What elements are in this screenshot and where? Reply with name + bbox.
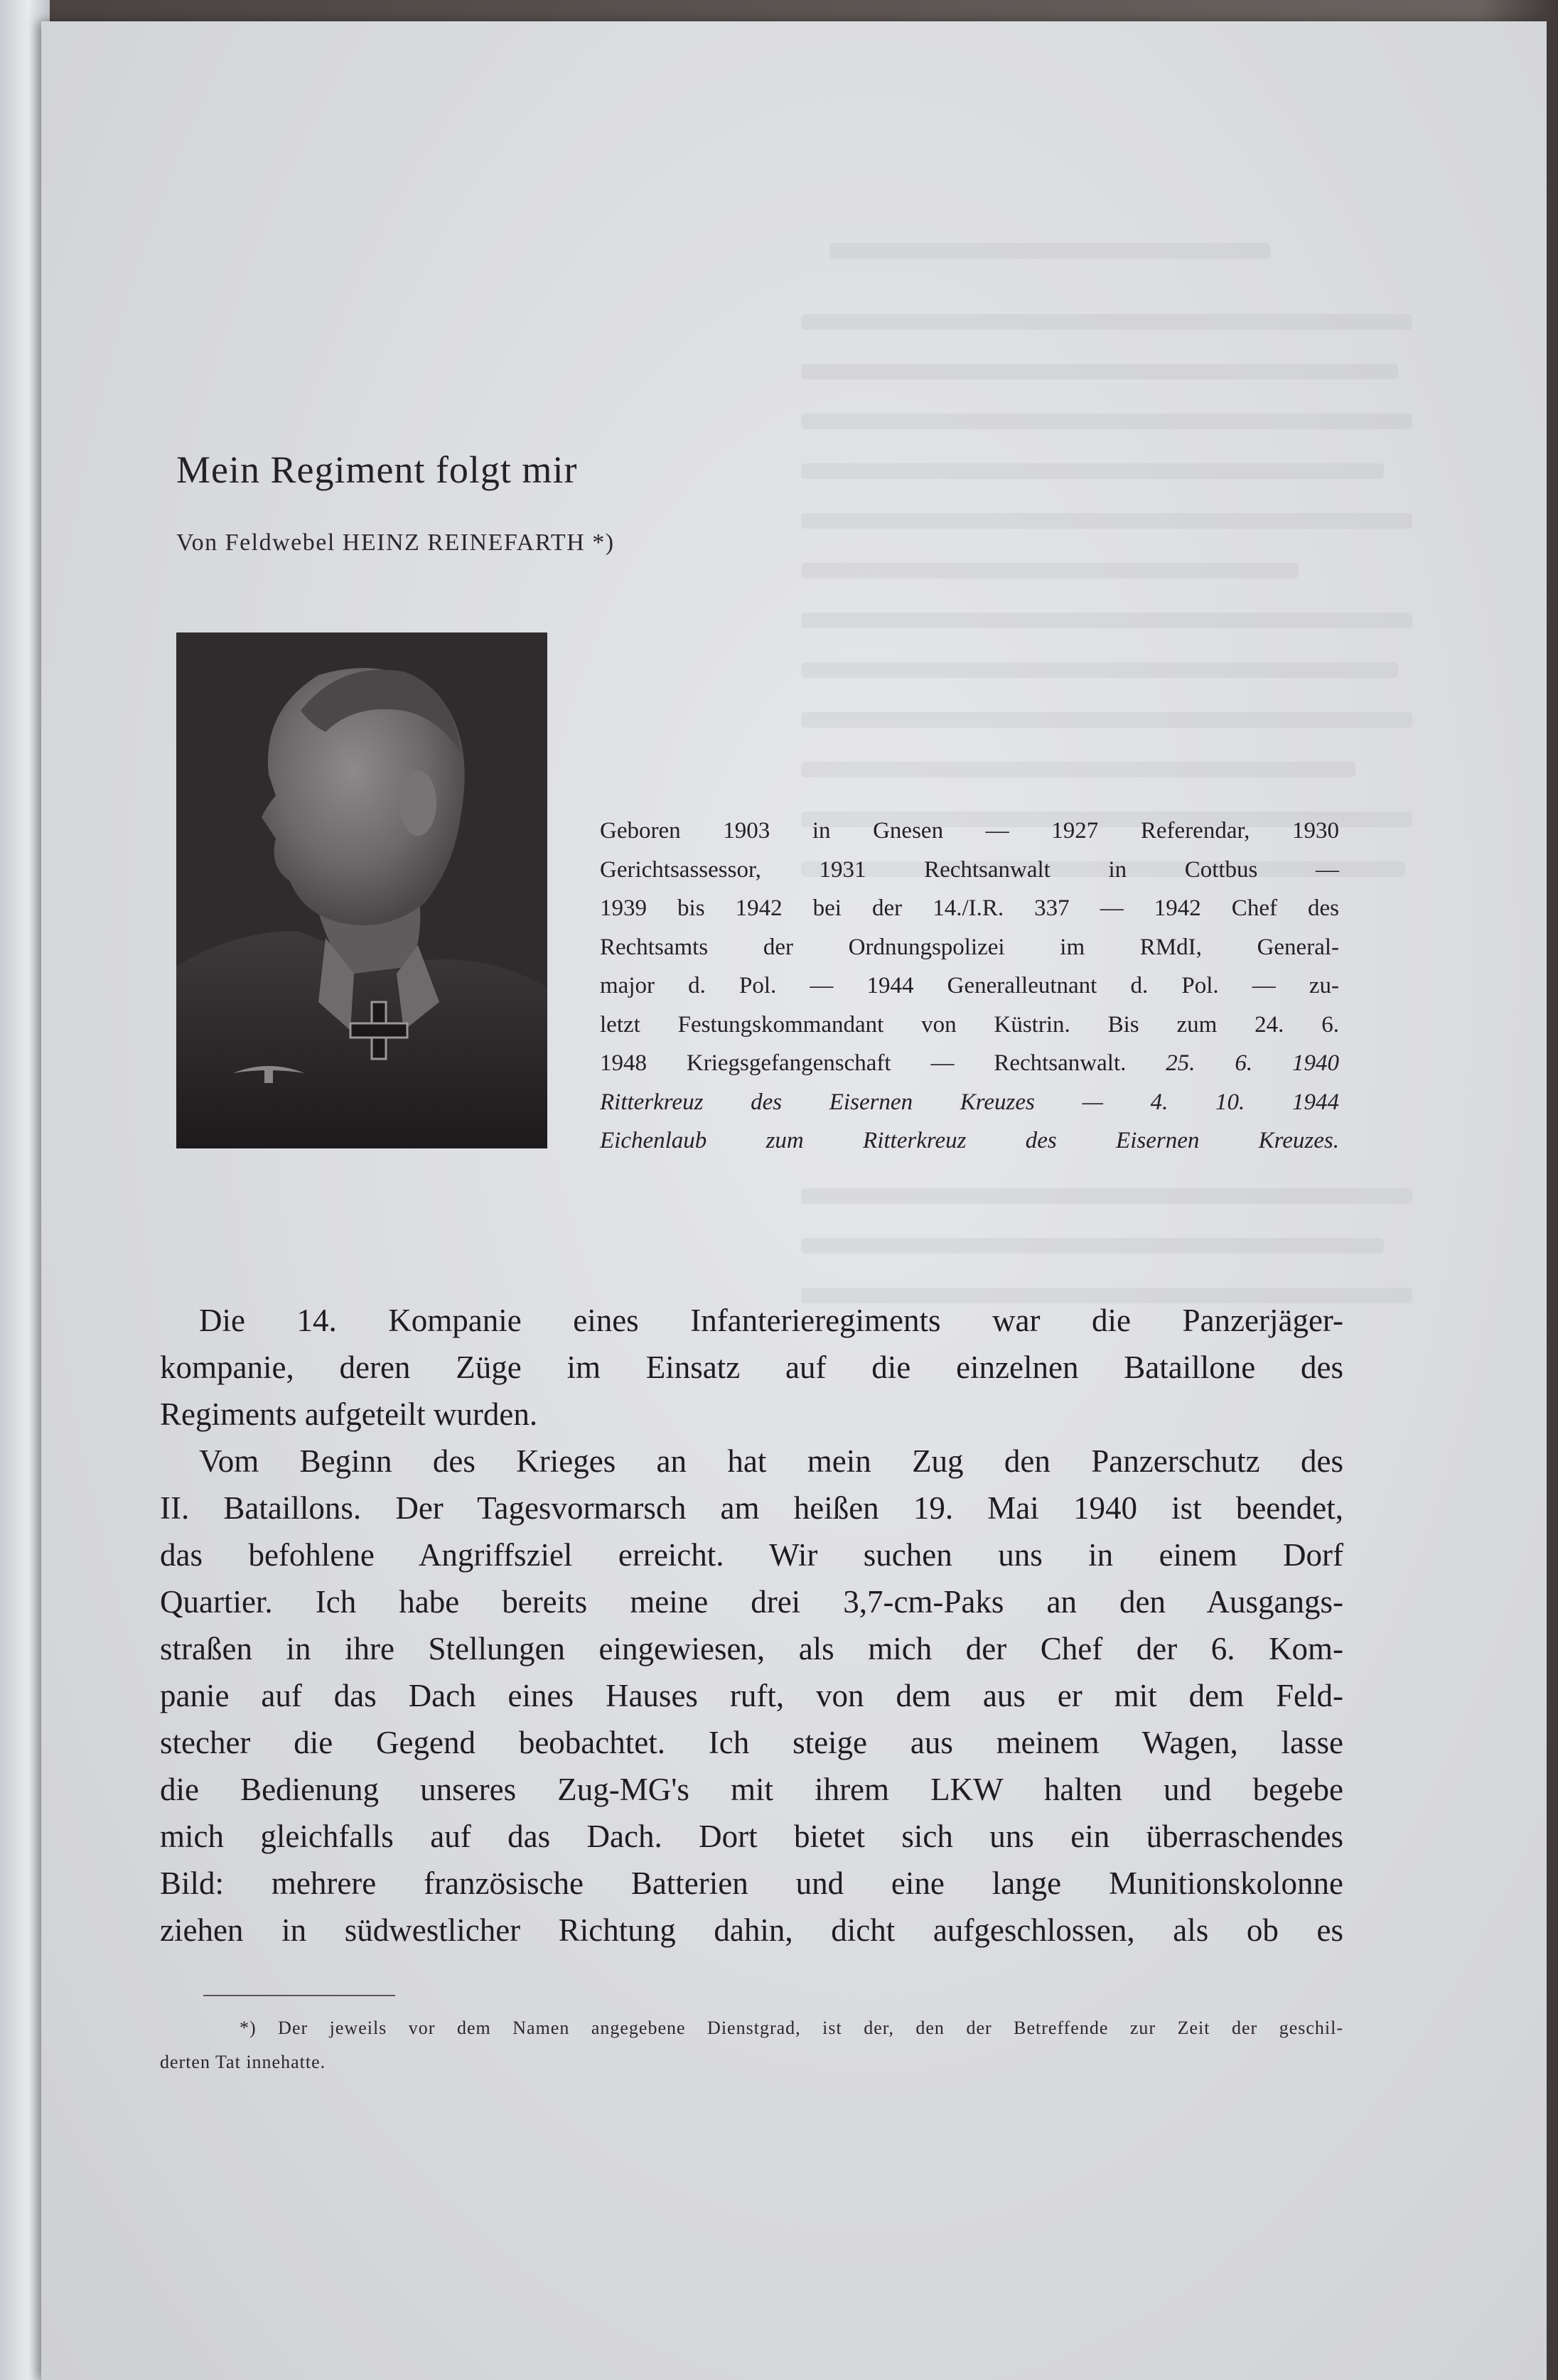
paragraph-1 xyxy=(160,1297,1343,1438)
footnote-rule xyxy=(203,1995,395,1996)
bio-line-3: 1939 bis 1942 bei der 14./I.R. 337 — 1942 Chef des xyxy=(600,895,1339,921)
body-line: straßen in ihre Stellungen eingewiesen, als mich der Chef der 6. Kom- xyxy=(160,1631,1343,1666)
body-line: die Bedienung unseres Zug-MG's mit ihrem LKW halten und begebe xyxy=(160,1772,1343,1807)
portrait-photo xyxy=(176,632,547,1148)
bio-line-9: Eichenlaub zum Ritterkreuz des Eisernen Kreuzes. xyxy=(600,1128,1339,1153)
body-line: II. Bataillons. Der Tagesvormarsch am heißen 19. Mai 1940 ist beendet, xyxy=(160,1490,1343,1526)
bio-line-7-text: 1948 Kriegsgefangenschaft — Rechtsanwalt. xyxy=(600,1050,1127,1076)
body-line: stecher die Gegend beobachtet. Ich steige aus meinem Wagen, lasse xyxy=(160,1725,1343,1760)
body-line: mich gleichfalls auf das Dach. Dort bietet sich uns ein überraschendes xyxy=(160,1819,1343,1854)
footnote-line-2: derten Tat innehatte. xyxy=(160,2052,326,2072)
body-line: Vom Beginn des Krieges an hat mein Zug den Panzerschutz des xyxy=(199,1443,1343,1479)
bio-line-1: Geboren 1903 in Gnesen — 1927 Referendar, 1930 xyxy=(600,818,1339,844)
bio-line-5: major d. Pol. — 1944 Generalleutnant d. Pol. — zu- xyxy=(600,973,1339,998)
biography-caption xyxy=(600,812,1339,1161)
body-line: das befohlene Angriffsziel erreicht. Wir suchen uns in einem Dorf xyxy=(160,1537,1343,1573)
bleed-through-lines xyxy=(801,236,1441,1373)
body-line: Quartier. Ich habe bereits meine drei 3,7-cm-Paks an den Ausgangs- xyxy=(160,1584,1343,1620)
bio-line-4: Rechtsamts der Ordnungspolizei im RMdI, General- xyxy=(600,934,1339,960)
bio-line-7 xyxy=(600,1044,1339,1083)
article-byline: Von Feldwebel HEINZ REINEFARTH *) xyxy=(176,529,615,556)
footnote-line-1: *) Der jeweils vor dem Namen angegebene Dienstgrad, ist der, den der Betreffende zur Zeit der geschil- xyxy=(240,2018,1343,2038)
footnote xyxy=(160,2011,1343,2079)
portrait-illustration xyxy=(176,632,547,1148)
article-body xyxy=(160,1297,1343,1954)
body-line: kompanie, deren Züge im Einsatz auf die einzelnen Bataillone des xyxy=(160,1350,1343,1385)
body-line: Regiments aufgeteilt wurden. xyxy=(160,1396,538,1432)
body-line: Die 14. Kompanie eines Infanterieregiments war die Panzerjäger- xyxy=(199,1303,1343,1338)
book-page xyxy=(41,21,1547,2380)
body-line: panie auf das Dach eines Hauses ruft, von dem aus er mit dem Feld- xyxy=(160,1678,1343,1713)
article-title: Mein Regiment folgt mir xyxy=(176,448,578,491)
bio-line-7-date: 25. 6. 1940 xyxy=(1166,1050,1340,1076)
bio-line-2: Gerichtsassessor, 1931 Rechtsanwalt in Cottbus — xyxy=(600,856,1339,883)
body-line: Bild: mehrere französische Batterien und eine lange Munitionskolonne xyxy=(160,1865,1343,1901)
bio-line-8: Ritterkreuz des Eisernen Kreuzes — 4. 10. 1944 xyxy=(600,1089,1339,1115)
paragraph-2 xyxy=(160,1438,1343,1954)
body-line: ziehen in südwestlicher Richtung dahin, dicht aufgeschlossen, als ob es xyxy=(160,1912,1343,1948)
bio-line-6: letzt Festungskommandant von Küstrin. Bis zum 24. 6. xyxy=(600,1011,1339,1038)
